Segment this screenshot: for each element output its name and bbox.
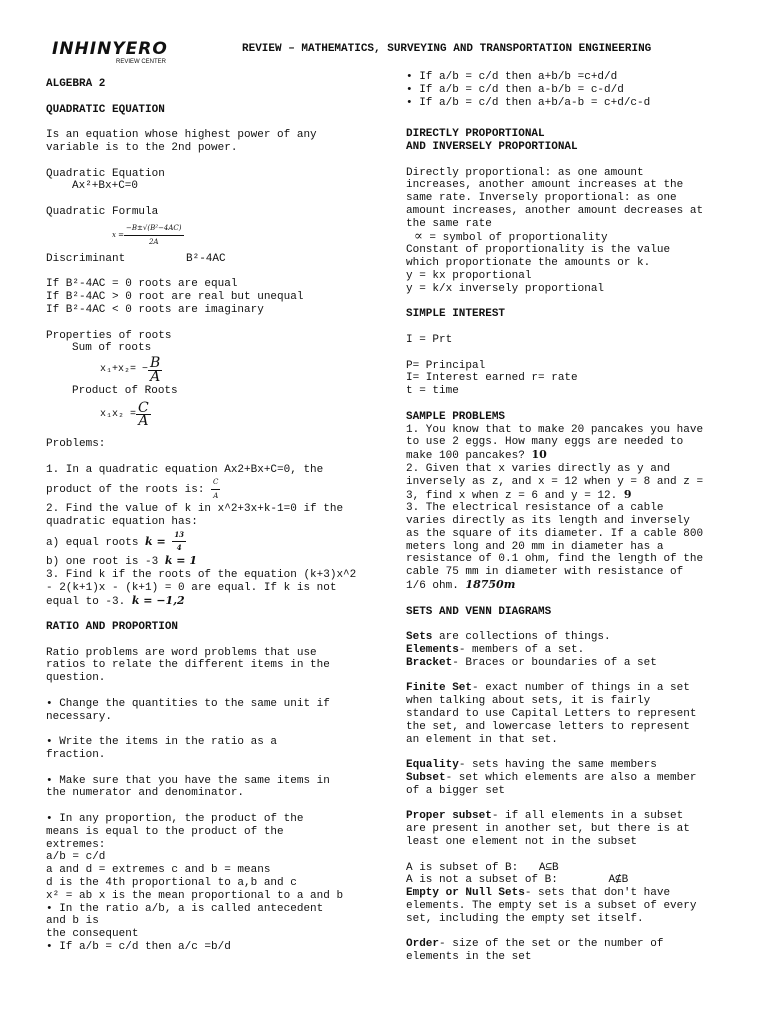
equation: B²-4AC	[186, 252, 226, 265]
right-column	[406, 71, 726, 964]
text-line: 1. You know that to make 20 pancakes you have	[406, 423, 704, 436]
text-line	[406, 862, 726, 875]
text-line: amount increases, another amount decreases at	[406, 204, 704, 217]
bullet-item: necessary.	[46, 710, 113, 723]
text-span: b) one root is -3	[46, 556, 159, 569]
text-line: If B²-4AC = 0 roots are equal	[46, 278, 238, 291]
definition-text: - sets that don't have	[524, 887, 671, 900]
text-line: varies directly as its length and inversely	[406, 515, 690, 528]
answer: 9	[623, 487, 632, 501]
formula-fraction	[136, 399, 151, 430]
equation: Ax²+Bx+C=0	[72, 180, 139, 193]
bullet-item: the consequent	[46, 928, 139, 941]
text-line: elements. The empty set is a subset of every	[406, 900, 697, 912]
text-span: = symbol of proportionality	[429, 231, 608, 244]
fraction-numerator: C	[211, 476, 220, 490]
text-line: If B²-4AC > 0 root are real but unequal	[46, 291, 304, 304]
text-line: Product of Roots	[72, 385, 178, 398]
header-title: REVIEW – MATHEMATICS, SURVEYING AND TRANSPORTATION ENGINEERING	[242, 43, 652, 55]
text-line: Constant of proportionality is the value	[406, 244, 671, 257]
definition	[406, 631, 726, 644]
text-line: set, including the empty set itself.	[406, 912, 644, 925]
section-heading: RATIO AND PROPORTION	[46, 621, 179, 634]
answer: 18750m	[465, 578, 516, 592]
term: Proper subset	[406, 810, 492, 823]
text-line	[406, 489, 726, 503]
text-line: resistance of 0.1 ohm, find the length of the	[406, 553, 704, 566]
answer: k = −1,2	[131, 593, 185, 607]
text-line: of a bigger set	[406, 784, 506, 797]
text-line: are present in another set, but there is at	[406, 823, 690, 836]
bullet-item: the numerator and denominator.	[46, 787, 245, 800]
text-line	[46, 476, 362, 503]
text-line: Directly proportional: as one amount	[406, 166, 644, 179]
fraction-denominator: A	[213, 492, 219, 501]
text-line: Ratio problems are word problems that use	[46, 646, 317, 659]
text-line: If B²-4AC < 0 roots are imaginary	[46, 303, 264, 316]
text-line: 2. Find the value of k in x^2+3x+k-1=0 if the	[46, 502, 344, 515]
text-line: quadratic equation has:	[46, 515, 198, 528]
answer: k =	[145, 534, 166, 548]
text-line	[406, 228, 726, 245]
proportional-symbol: ∝	[414, 228, 423, 244]
text-line: Quadratic Formula	[46, 205, 159, 218]
definition	[406, 810, 726, 823]
text-line: to use 2 eggs. How many eggs are needed to	[406, 436, 684, 449]
bullet-item: and b is	[46, 915, 99, 928]
not-subset-symbol: A⊈B	[608, 874, 629, 887]
formula-fraction	[148, 354, 162, 385]
text-line: Is an equation whose highest power of any	[46, 129, 317, 142]
formula-denominator: A	[150, 368, 161, 385]
term: Order	[406, 938, 440, 951]
term: Equality	[406, 759, 459, 772]
text-line: y = k/x inversely proportional	[406, 282, 605, 295]
definition	[406, 759, 726, 772]
answer: k = 1	[164, 554, 197, 568]
bullet-item: fraction.	[46, 749, 106, 762]
text-span: product of the roots is:	[46, 484, 205, 497]
formula-denominator: 2A	[149, 238, 159, 247]
text-line: question.	[46, 672, 106, 685]
logo-subtitle: REVIEW CENTER	[116, 59, 167, 65]
text-span: make 100 pancakes?	[406, 450, 525, 463]
text-line: t = time	[406, 385, 459, 398]
bullet-item: • In any proportion, the product of the	[46, 813, 304, 826]
text-span: 1/6 ohm.	[406, 580, 459, 593]
text-line: as the square of its diameter. If a cable 800	[406, 527, 704, 540]
bullet-item: • In the ratio a/b, a is called antecedent	[46, 902, 324, 915]
section-heading: AND INVERSELY PROPORTIONAL	[406, 140, 578, 153]
formula-fraction	[124, 222, 183, 249]
section-heading: DIRECTLY PROPORTIONAL	[406, 128, 545, 141]
text-line: 3. Find k if the roots of the equation (k+3)x^2	[46, 568, 357, 581]
bullet-item: d is the 4th proportional to a,b and c	[46, 877, 297, 890]
term: Finite Set	[406, 682, 473, 695]
section-heading: SAMPLE PROBLEMS	[406, 410, 506, 423]
text-line: cable 75 mm in diameter with resistance of	[406, 566, 684, 579]
definition-text: - Braces or boundaries of a set	[452, 656, 657, 669]
text-line	[46, 529, 362, 556]
formula-numerator: −B±√(B²−4AC)	[124, 222, 183, 236]
text-line: the set, and lowercase letters to represent	[406, 720, 690, 733]
text-line: standard to use Capital Letters to represent	[406, 708, 697, 721]
definition	[406, 772, 726, 785]
text-line: ratios to relate the different items in the	[46, 659, 330, 672]
formula-denominator: A	[138, 413, 149, 430]
text-line: - 2(k+1)x - (k+1) = 0 are equal. If k is not	[46, 581, 337, 594]
definition-text: - exact number of things in a set	[472, 682, 690, 695]
text-line: variable is to the 2nd power.	[46, 141, 238, 154]
term: Bracket	[406, 656, 453, 669]
text-line	[46, 555, 362, 569]
text-line: 1. In a quadratic equation Ax2+Bx+C=0, the	[46, 463, 324, 476]
term: Empty or Null Sets	[406, 887, 525, 900]
bullet-item: extremes:	[46, 838, 106, 851]
text-line: which proportionate the amounts or k.	[406, 257, 651, 270]
text-line	[406, 874, 726, 887]
definition-text: - if all elements in a subset	[491, 810, 684, 823]
bullet-item: • If a/b = c/d then a-b/b = c-d/d	[406, 83, 624, 96]
definition-text: are collections of things.	[432, 631, 611, 644]
product-formula	[46, 398, 362, 432]
definition	[406, 657, 726, 670]
bullet-item: • If a/b = c/d then a+b/a-b = c+d/c-d	[406, 96, 651, 109]
section-heading: SETS AND VENN DIAGRAMS	[406, 605, 552, 618]
definition-text: - sets having the same members	[458, 759, 657, 772]
text-line: I= Interest earned r= rate	[406, 372, 578, 385]
bullet-item: • Write the items in the ratio as a	[46, 736, 278, 749]
bullet-item: x² = ab x is the mean proportional to a and b	[46, 889, 344, 902]
formula-lhs: x₁x₂ =	[100, 408, 137, 420]
text-span: A is subset of B:	[406, 861, 519, 874]
bullet-item: a/b = c/d	[46, 851, 106, 864]
definition-text: - size of the set or the number of	[439, 938, 664, 951]
formula-numerator: C	[138, 399, 149, 416]
section-heading: QUADRATIC EQUATION	[46, 103, 165, 116]
text-line: inversely as z, and x = 12 when y = 8 and z =	[406, 475, 704, 488]
text-span: A is not a subset of B:	[406, 874, 558, 887]
bullet-item: • Change the quantities to the same unit if	[46, 697, 330, 710]
text-line: increases, another amount increases at the	[406, 179, 684, 192]
equation: I = Prt	[406, 333, 453, 346]
text-line: elements in the set	[406, 951, 532, 964]
definition	[406, 938, 726, 951]
bullet-item: a and d = extremes c and b = means	[46, 864, 271, 877]
term: Elements	[406, 644, 459, 657]
discriminant-row	[46, 253, 362, 266]
sum-formula	[46, 355, 362, 385]
fraction-numerator: 13	[172, 529, 186, 543]
formula-lhs: x₁+x₂= −	[100, 363, 149, 375]
text-line: meters long and 20 mm in diameter has a	[406, 540, 664, 553]
text-line: same rate. Inversely proportional: as one	[406, 192, 677, 205]
bullet-item: • Make sure that you have the same items in	[46, 774, 330, 787]
definition-text: - members of a set.	[458, 644, 585, 657]
text-line: Sum of roots	[72, 342, 152, 355]
text-line	[406, 449, 726, 463]
text-line: 3. The electrical resistance of a cable	[406, 502, 664, 515]
text-line: Properties of roots	[46, 329, 172, 342]
answer-fraction	[211, 476, 220, 503]
bullet-item: • If a/b = c/d then a+b/b =c+d/d	[406, 71, 618, 83]
answer: 10	[531, 448, 547, 462]
logo	[52, 40, 182, 66]
text-line: Discriminant	[46, 252, 126, 265]
text-line: the same rate	[406, 217, 492, 230]
text-line: when talking about sets, it is fairly	[406, 695, 651, 708]
formula-numerator: B	[150, 354, 161, 371]
bullet-item: means is equal to the product of the	[46, 825, 284, 838]
text-line	[46, 595, 362, 609]
definition	[406, 644, 726, 657]
fraction-denominator: 4	[176, 543, 182, 553]
definition	[406, 887, 726, 900]
text-line	[406, 579, 726, 593]
formula-lhs: x =	[112, 231, 125, 240]
term: Sets	[406, 631, 433, 644]
answer-fraction	[172, 529, 186, 556]
term: Subset	[406, 772, 446, 785]
quadratic-formula	[46, 219, 362, 253]
text-line: P= Principal	[406, 359, 486, 372]
text-span: a) equal roots	[46, 536, 139, 549]
definition	[406, 682, 726, 695]
text-line: Quadratic Equation	[46, 167, 165, 180]
text-line: y = kx proportional	[406, 269, 532, 282]
definition-text: - set which elements are also a member	[445, 772, 697, 785]
subset-symbol: A⊆B	[538, 861, 559, 874]
text-line: an element in that set.	[406, 733, 558, 746]
text-line: least one element not in the subset	[406, 836, 638, 849]
logo-text: INHINYERO	[52, 39, 168, 59]
section-heading: ALGEBRA 2	[46, 78, 106, 90]
bullet-item: • If a/b = c/d then a/c =b/d	[46, 941, 231, 954]
left-column	[46, 78, 362, 954]
section-heading: SIMPLE INTEREST	[406, 308, 506, 321]
text-line: Problems:	[46, 437, 106, 450]
text-span: equal to -3.	[46, 595, 126, 608]
text-span: 3, find x when z = 6 and y = 12.	[406, 489, 618, 502]
text-line: 2. Given that x varies directly as y and	[406, 462, 671, 475]
